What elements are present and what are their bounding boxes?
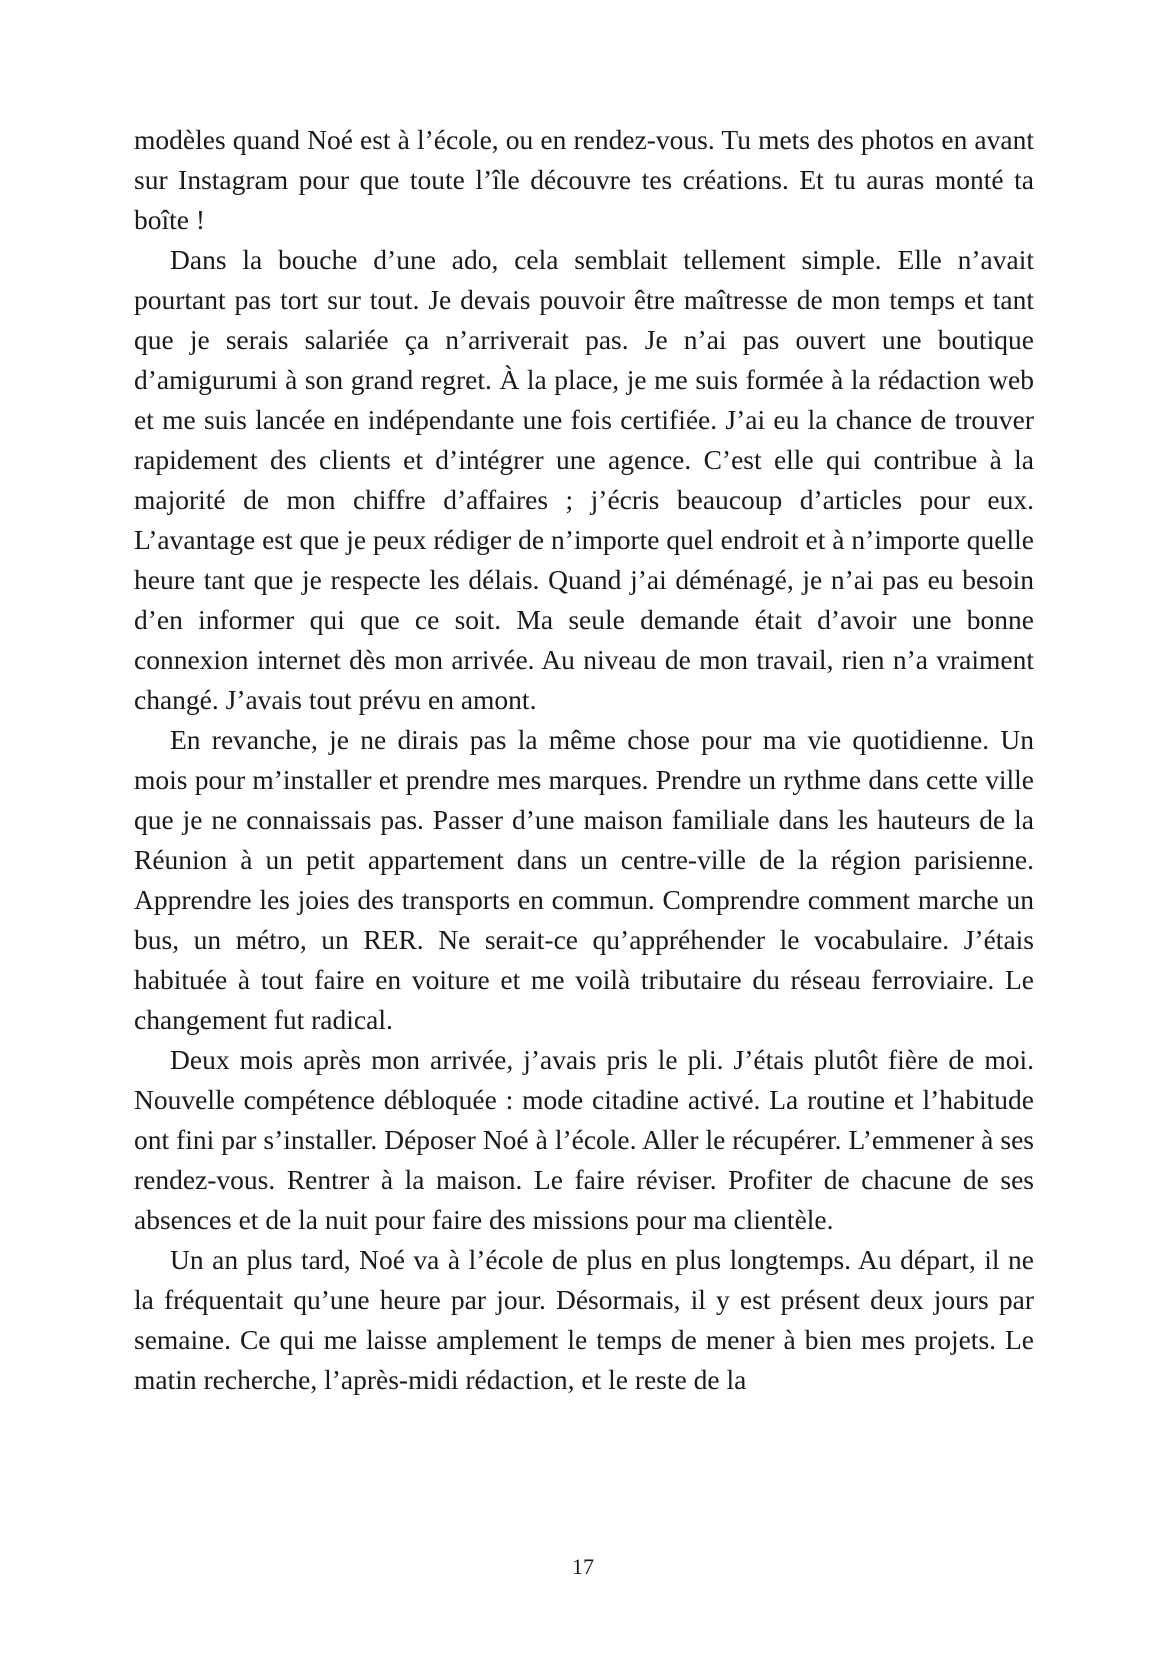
paragraph: Dans la bouche d’une ado, cela semblait tellement simple. Elle n’avait pourtant pas tort sur tout. Je devais pouvoir être maîtresse de mon temps et tant que je serais salariée ça n’arriverait pas. Je n’ai pas ouvert une boutique d’amigurumi à son grand regret. À la place, je me suis formée à la rédaction web et me suis lancée en indépendante une fois certifiée. J’ai eu la chance de trouver rapidement des clients et d’intégrer une agence. C’est elle qui contribue à la majorité de mon chiffre d’affaires ; j’écris beaucoup d’articles pour eux. L’avantage est que je peux rédiger de n’importe quel endroit et à n’importe quelle heure tant que je respecte les délais. Quand j’ai déménagé, je n’ai pas eu besoin d’en informer qui que ce soit. Ma seule demande était d’avoir une bonne connexion internet dès mon arrivée. Au niveau de mon travail, rien n’a vraiment changé. J’avais tout prévu en amont. [134, 244, 1034, 715]
paragraph: En revanche, je ne dirais pas la même chose pour ma vie quotidienne. Un mois pour m’installer et prendre mes marques. Prendre un rythme dans cette ville que je ne connaissais pas. Passer d’une maison familiale dans les hauteurs de la Réunion à un petit appartement dans un centre-ville de la région parisienne. Apprendre les joies des transports en commun. Comprendre comment marche un bus, un métro, un RER. Ne serait-ce qu’appréhender le vocabulaire. J’étais habituée à tout faire en voiture et me voilà tributaire du réseau ferroviaire. Le changement fut radical. [134, 724, 1034, 1035]
page-number: 17 [572, 1554, 594, 1579]
paragraph: Deux mois après mon arrivée, j’avais pris le pli. J’étais plutôt fière de moi. Nouvelle compétence débloquée : mode citadine activé. La routine et l’habitude ont fini par s’installer. Déposer Noé à l’école. Aller le récupérer. L’emmener à ses rendez-vous. Rentrer à la maison. Le faire réviser. Profiter de chacune de ses absences et de la nuit pour faire des missions pour ma clientèle. [134, 1044, 1034, 1235]
paragraph-continuation: modèles quand Noé est à l’école, ou en rendez-vous. Tu mets des photos en avant sur Instagram pour que toute l’île découvre tes créations. Et tu auras monté ta boîte ! [134, 124, 1034, 235]
body-text [134, 120, 1034, 1400]
paragraph: Un an plus tard, Noé va à l’école de plus en plus longtemps. Au départ, il ne la fréquentait qu’une heure par jour. Désormais, il y est présent deux jours par semaine. Ce qui me laisse amplement le temps de mener à bien mes projets. Le matin recherche, l’après-midi rédaction, et le reste de la [134, 1244, 1034, 1395]
